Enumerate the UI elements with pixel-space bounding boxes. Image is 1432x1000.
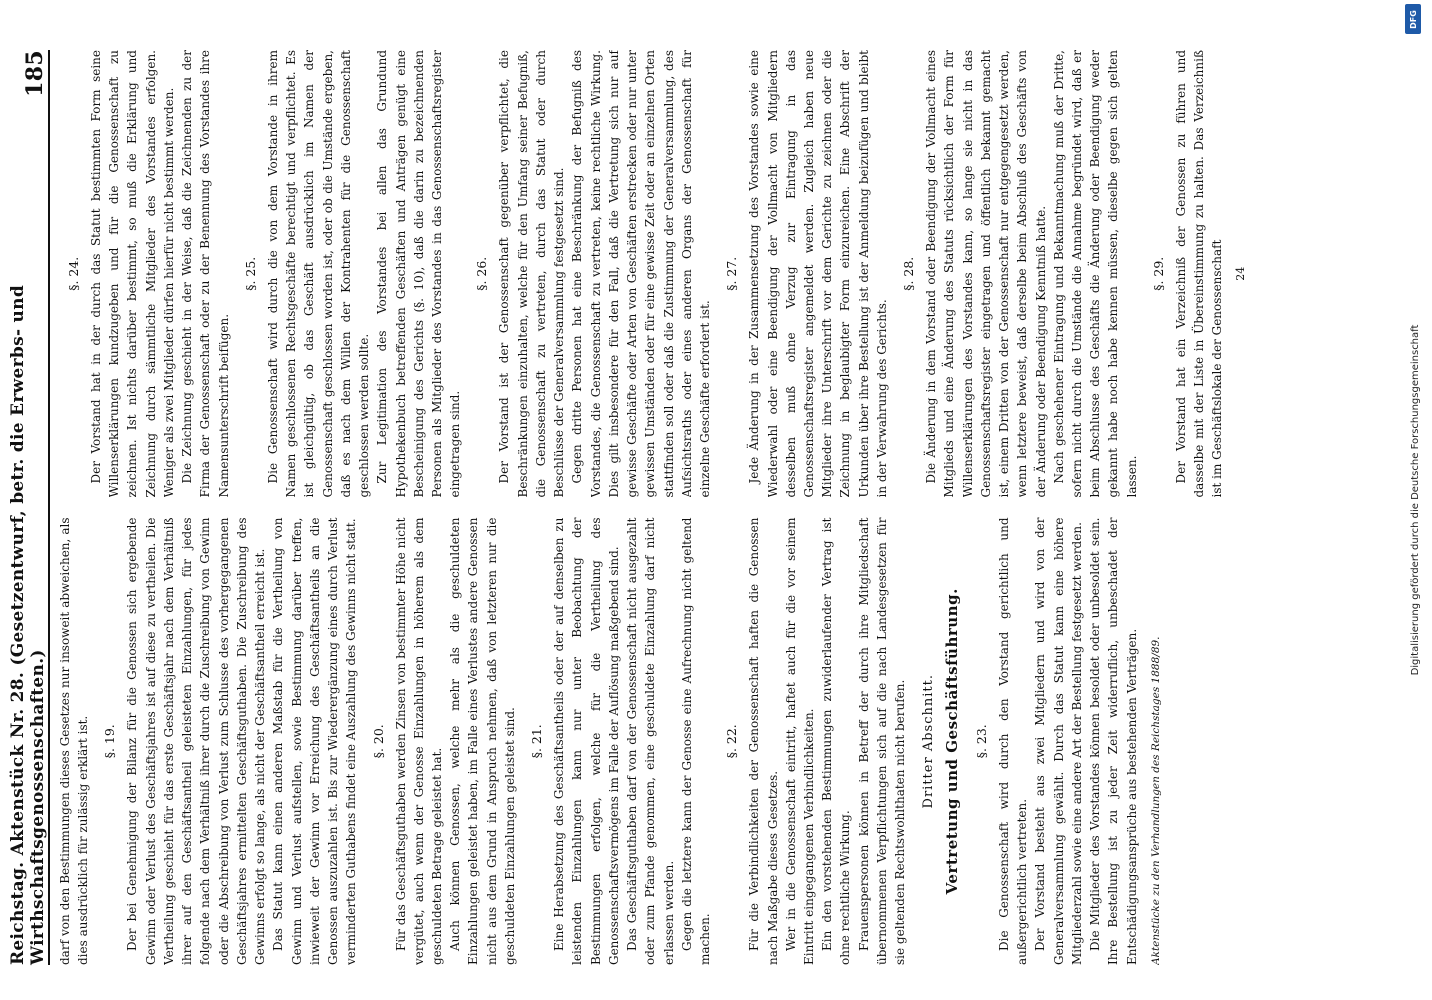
body-paragraph: Auch können Genossen, welche mehr als die geschuldeten Einzahlungen geleistet haben, im Falle eines Verlustes andere Genossen nicht aus dem Grund in Anspruch nehmen, daß von letzteren nur die geschuldeten Einzahlungen geleistet sind. xyxy=(448,517,517,965)
signature-mark: 24 xyxy=(1233,266,1247,281)
left-column xyxy=(56,518,1386,966)
body-paragraph: Das Geschäftsguthaben darf von der Genossenschaft nicht ausgezahlt oder zum Pfande genommen, eine geschuldete Einzahlung darf nicht erlassen werden. xyxy=(625,517,676,965)
body-paragraph: Der Vorstand besteht aus zwei Mitgliedern und wird von der Generalversammlung gewählt. Durch das Statut kann eine höhere Mitgliederzahl sowie eine andere Art der Bestellung festgesetzt werden. xyxy=(1033,517,1084,965)
body-paragraph: Gegen dritte Personen hat eine Beschränkung der Befugniß des Vorstandes, die Genossenschaft zu vertreten, keine rechtliche Wirkung. Dies gilt insbesondere für den Fall, daß die Vertretung sich nur auf gewisse Geschäfte oder Arten von Geschäften erstrecken oder nur unter gewissen Umständen oder für eine gewisse Zeit oder an einzelnen Orten stattfinden soll oder daß die Zustimmung der Generalversammlung, des Aufsichtsraths oder eines anderen Organs der Genossenschaft für einzelne Geschäfte erfordert ist. xyxy=(570,50,713,498)
footnote: Aktenstücke zu den Verhandlungen des Reichstages 1888/89. xyxy=(1149,636,1162,965)
body-paragraph: Eine Herabsetzung des Geschäftsantheils oder der auf denselben zu leistenden Einzahlungen kann nur unter Beobachtung der Bestimmungen erfolgen, welche für die Vertheilung des Genossenschaftsvermögens im Falle der Auflösung maßgebend sind. xyxy=(552,517,621,965)
text-columns xyxy=(56,50,1386,965)
paragraph-heading: §. 20. xyxy=(370,724,386,759)
running-title: Reichstag. Aktenstück Nr. 28. (Gesetzentwurf, betr. die Erwerbs- und Wirthschaftsgenossenschaften.) xyxy=(8,284,48,965)
paragraph-heading: §. 19. xyxy=(102,724,118,759)
body-paragraph: Ein den vorstehenden Bestimmungen zuwiderlaufender Vertrag ist ohne rechtliche Wirkung. xyxy=(820,517,853,965)
body-paragraph: Frauenspersonen können in Betreff der durch ihre Mitgliedschaft übernommenen Verpflichtungen sich auf die nach Landesgesetzen für sie geltenden Rechtswohlthaten nicht berufen. xyxy=(856,517,908,965)
paragraph-heading: §. 28. xyxy=(901,256,917,291)
dfg-logo: DFG xyxy=(1405,4,1421,34)
right-column xyxy=(56,50,1386,498)
paragraph-heading: §. 27. xyxy=(724,256,740,291)
page-number: 185 xyxy=(22,50,48,97)
body-paragraph: Zur Legitimation des Vorstandes bei allen das Grundund Hypothekenbuch betreffenden Geschäften und Anträgen genügt eine Bescheinigung des Gerichts (§. 10), daß die darin zu bezeichnenden Personen als Mitglieder des Vorstandes in das Genossenschaftsregister eingetragen sind. xyxy=(375,50,463,498)
body-paragraph: Die Genossenschaft wird durch die von dem Vorstande in ihrem Namen geschlossenen Rechtsgeschäfte berechtigt und verpflichtet. Es ist gleichgültig, ob das Geschäft ausdrücklich im Namen der Genossenschaft geschlossen worden ist, oder ob die Umstände ergeben, daß es nach dem Willen der Kontrahenten für die Genossenschaft geschlossen werden sollte. xyxy=(265,50,372,498)
section-subtitle: Vertretung und Geschäftsführung. xyxy=(943,588,962,895)
body-paragraph: Der Vorstand hat ein Verzeichniß der Genossen zu führen und dasselbe mit der Liste in Übereinstimmung zu halten. Das Verzeichniß ist im Geschäftslokale der Genossenschaft xyxy=(1173,50,1225,498)
body-paragraph: Für die Verbindlichkeiten der Genossenschaft haften die Genossen nach Maßgabe dieses Gesetzes. xyxy=(747,517,780,965)
body-paragraph: Der bei Genehmigung der Bilanz für die Genossen sich ergebende Gewinn oder Verlust des Geschäftsjahres ist auf diese zu vertheilen. Die Vertheilung geschieht für das erste Geschäftsjahr nach dem Verhältniß ihrer auf den Geschäftsantheil geleisteten Einzahlungen, für jedes folgende nach dem Verhältniß ihrer durch die Zuschreibung von Gewinn oder die Abschreibung von Verlust zum Schlusse des vorhergegangenen Geschäftsjahres ermittelten Geschäftsguthaben. Die Zuschreibung des Gewinns erfolgt so lange, als nicht der Geschäftsantheil erreicht ist. xyxy=(125,517,268,965)
section-title: Dritter Abschnitt. xyxy=(921,674,937,809)
body-paragraph: Das Statut kann einen anderen Maßstab für die Vertheilung von Gewinn und Verlust aufstellen, sowie Bestimmung darüber treffen, inwieweit der Gewinn vor Erreichung des Geschäftsantheils an die Genossen auszuzahlen ist. Bis zur Wiederergänzung eines durch Verlust verminderten Guthabens findet eine Auszahlung des Gewinns nicht statt. xyxy=(271,517,359,965)
paragraph-heading: §. 24. xyxy=(66,256,81,291)
body-paragraph: Wer in die Genossenschaft eintritt, haftet auch für die vor seinem Eintritt eingegangenen Verbindlichkeiten. xyxy=(783,517,816,965)
body-paragraph: darf von den Bestimmungen dieses Gesetzes nur insoweit abweichen, als dies ausdrücklich für zulässig erklärt ist. xyxy=(58,517,91,965)
paragraph-heading: §. 25. xyxy=(242,256,258,291)
body-paragraph: Gegen die letztere kann der Genosse eine Aufrechnung nicht geltend machen. xyxy=(679,517,713,965)
body-paragraph: Die Genossenschaft wird durch den Vorstand gerichtlich und außergerichtlich vertreten. xyxy=(996,517,1030,965)
paragraph-heading: §. 22. xyxy=(724,724,740,759)
paragraph-heading: §. 23. xyxy=(973,724,989,759)
digitization-strip xyxy=(1392,0,1432,1000)
paragraph-heading: §. 21. xyxy=(529,724,545,759)
paragraph-heading: §. 26. xyxy=(474,256,490,291)
body-paragraph: Jede Änderung in der Zusammensetzung des Vorstandes sowie eine Wiederwahl oder eine Beendigung der Vollmacht von Mitgliedern desselben muß ohne Verzug zur Eintragung in das Genossenschaftsregister angemeldet werden. Zugleich haben neue Mitglieder ihre Unterschrift vor dem Gerichte zu zeichnen oder die Zeichnung in beglaubigter Form einzureichen. Eine Abschrift der Urkunden über ihre Bestellung ist der Anmeldung beizufügen und bleibt in der Verwahrung des Gerichts. xyxy=(747,50,889,498)
body-paragraph: Die Zeichnung geschieht in der Weise, daß die Zeichnenden zu der Firma der Genossenschaft oder zu der Benennung des Vorstandes ihre Namensunterschrift beifügen. xyxy=(180,50,231,498)
digitization-notice: Digitalisierung gefördert durch die Deutsche Forschungsgemeinschaft xyxy=(1410,324,1421,676)
paragraph-heading: §. 29. xyxy=(1150,256,1166,291)
body-paragraph: Für das Geschäftsguthaben werden Zinsen von bestimmter Höhe nicht vergütet, auch wenn der Genosse Einzahlungen in höherem als dem geschuldeten Betrage geleistet hat. xyxy=(393,517,444,965)
body-paragraph: Nach geschehener Eintragung und Bekanntmachung muß der Dritte, sofern nicht durch die Umstände die Annahme begründet wird, daß er beim Abschlusse des Geschäfts die Änderung oder Beendigung weder gekannt habe noch habe kennen müssen, dieselbe gegen sich gelten lassen. xyxy=(1051,50,1139,498)
body-paragraph: Die Änderung in dem Vorstand oder Beendigung der Vollmacht eines Mitglieds und eine Änderung des Statuts rücksichtlich der Form für Willenserklärungen des Vorstandes kann, so lange sie nicht in das Genossenschaftsregister eingetragen und öffentlich bekannt gemacht ist, einem Dritten von der Genossenschaft nur entgegengesetzt werden, wenn letztere beweist, daß derselbe beim Abschluß des Geschäfts von der Änderung oder Beendigung Kenntniß hatte. xyxy=(924,50,1048,498)
body-paragraph: Der Vorstand hat in der durch das Statut bestimmten Form seine Willenserklärungen kundzugeben und für die Genossenschaft zu zeichnen. Ist nichts darüber bestimmt, so muß die Erklärung und Zeichnung durch sämmtliche Mitglieder des Vorstandes erfolgen. Weniger als zwei Mitglieder dürfen hierfür nicht bestimmt werden. xyxy=(89,50,176,498)
body-paragraph: Der Vorstand ist der Genossenschaft gegenüber verpflichtet, die Beschränkungen einzuhalten, welche für den Umfang seiner Befugniß, die Genossenschaft zu vertreten, durch das Statut oder durch Beschlüsse der Generalversammlung festgesetzt sind. xyxy=(497,50,567,498)
page-header xyxy=(8,50,50,965)
body-paragraph: Die Mitglieder des Vorstandes können besoldet oder unbesoldet sein. Ihre Bestellung ist zu jeder Zeit widerruflich, unbeschadet der Entschädigungsansprüche aus bestehenden Verträgen. xyxy=(1088,517,1139,965)
